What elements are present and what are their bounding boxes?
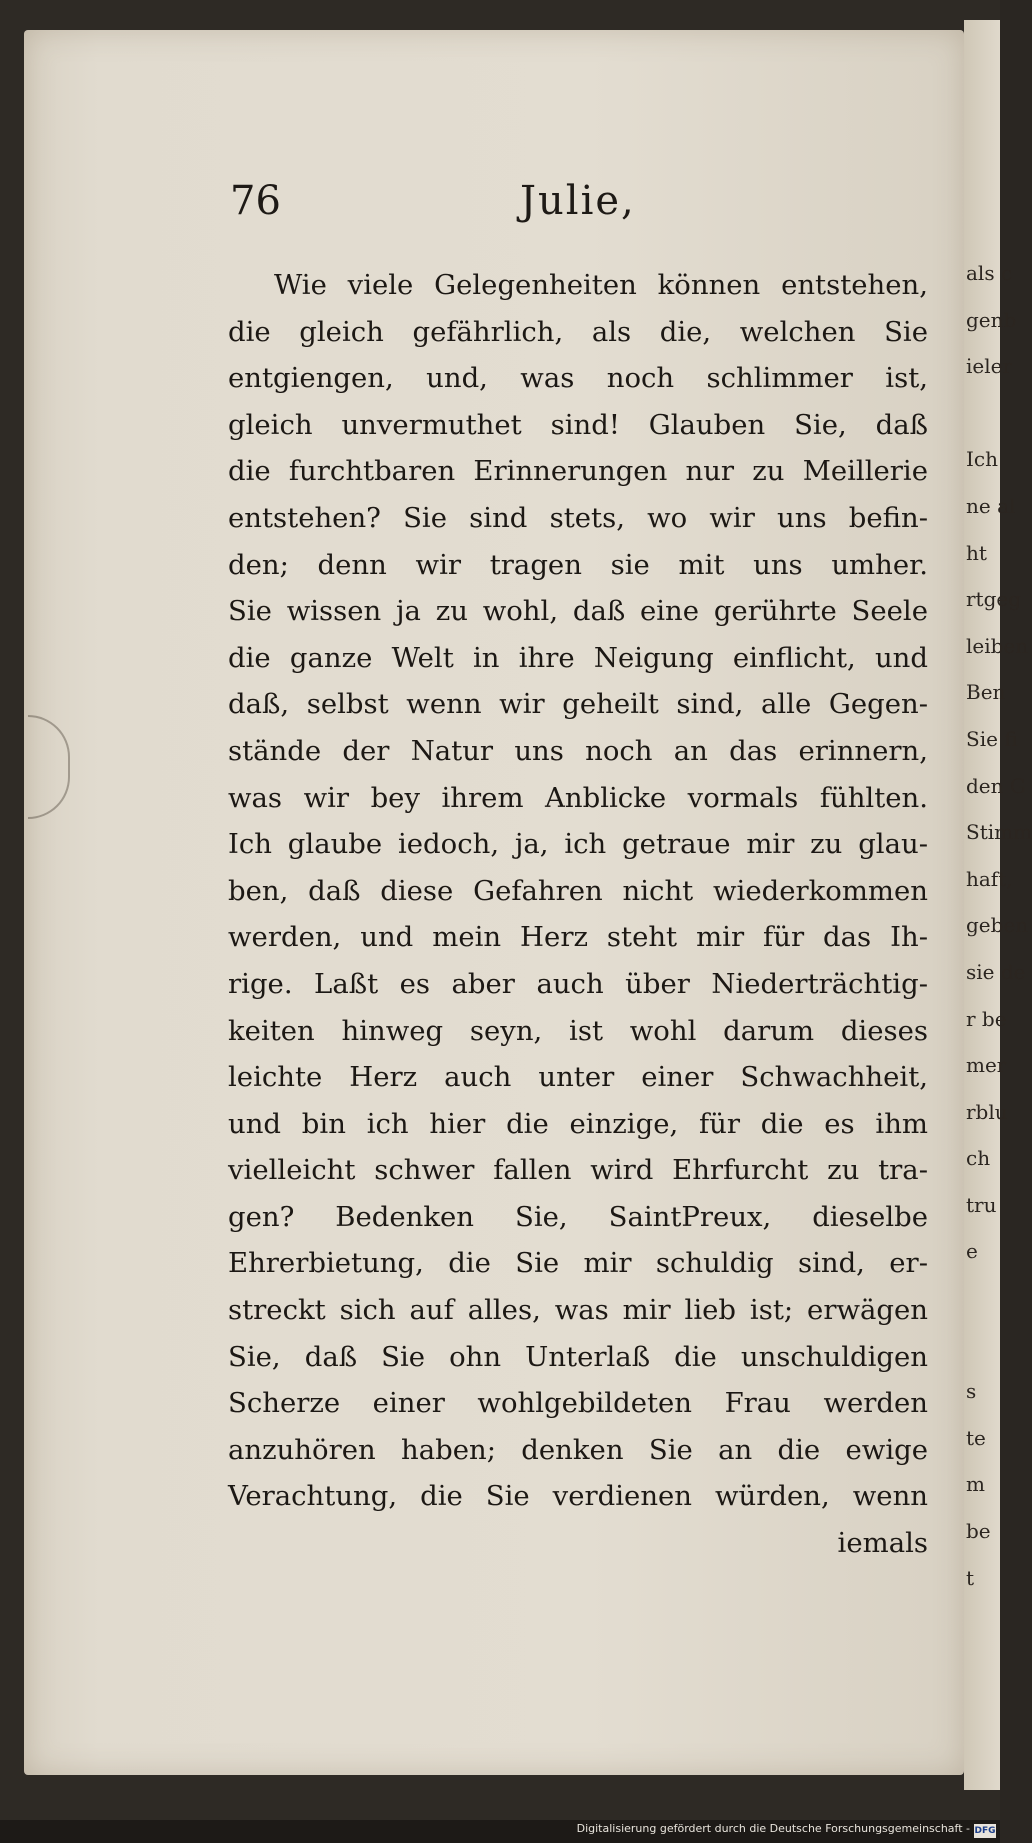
text-line: den; denn wir tragen sie mit uns umher. xyxy=(228,548,928,581)
text-line: die gleich gefährlich, als die, welchen Sie xyxy=(228,315,928,348)
next-page-fragment: tru xyxy=(966,1192,997,1217)
running-title: Julie, xyxy=(520,178,636,224)
next-page-fragment xyxy=(964,390,1000,437)
next-page-fragment: ieler xyxy=(966,354,1013,379)
text-line: Sie, daß Sie ohn Unterlaß die unschuldigen xyxy=(228,1340,928,1373)
text-line: anzuhören haben; denken Sie an die ewige xyxy=(228,1433,928,1466)
next-page-fragment: m xyxy=(966,1472,985,1497)
text-line: was wir bey ihrem Anblicke vormals fühlten. xyxy=(228,781,928,814)
text-line: stände der Natur uns noch an das erinnern, xyxy=(228,734,928,767)
text-line: Scherze einer wohlgebildeten Frau werden xyxy=(228,1387,928,1420)
next-page-edge xyxy=(964,20,1032,1790)
text-line: die ganze Welt in ihre Neigung einflicht, und xyxy=(228,641,928,674)
next-page-fragment: den G xyxy=(966,773,1026,798)
next-page-fragment: Sie fi xyxy=(966,726,1018,751)
next-page-fragment: geben xyxy=(966,913,1029,938)
next-page-fragment: e xyxy=(966,1239,978,1264)
next-page-fragment: ch xyxy=(966,1146,991,1171)
next-page-fragment: sie de xyxy=(966,959,1026,984)
footer-credit: Digitalisierung gefördert durch die Deutsche Forschungsgemeinschaft - xyxy=(576,1822,970,1835)
text-line: gen? Bedenken Sie, SaintPreux, dieselbe xyxy=(228,1200,928,1233)
next-page-fragment: Stimm xyxy=(966,820,1032,845)
next-page-fragment: Ich xyxy=(966,447,998,472)
next-page-fragment: rtgeg xyxy=(966,587,1022,612)
text-line: streckt sich auf alles, was mir lieb ist; erwägen xyxy=(228,1294,928,1327)
next-page-fragment: ht xyxy=(966,540,987,565)
text-line: Ich glaube iedoch, ja, ich getraue mir zu glau- xyxy=(228,828,928,861)
text-line: vielleicht schwer fallen wird Ehrfurcht zu tra- xyxy=(228,1154,928,1187)
next-page-fragment: t xyxy=(966,1565,975,1590)
text-line: daß, selbst wenn wir geheilt sind, alle Gegen- xyxy=(228,688,928,721)
text-line: rige. Laßt es aber auch über Niederträchtig- xyxy=(228,967,928,1000)
next-page-fragment: als c xyxy=(966,261,1013,285)
text-line: und bin ich hier die einzige, für die es ihm xyxy=(228,1107,928,1140)
next-page-fragment: mer xyxy=(966,1053,1007,1078)
next-page-fragment: haft, xyxy=(966,866,1013,891)
next-page-fragment xyxy=(964,1275,1000,1322)
next-page-fragment: te xyxy=(966,1425,986,1450)
text-line: werden, und mein Herz steht mir für das Ih- xyxy=(228,921,928,954)
catchword: iemals xyxy=(837,1527,928,1560)
text-line: entgiengen, und, was noch schlimmer ist, xyxy=(228,362,928,395)
next-page-fragment: Ben xyxy=(966,680,1006,705)
next-page-fragment: be xyxy=(966,1519,991,1544)
next-page-fragment: rblu xyxy=(966,1099,1008,1124)
dfg-logo-icon: DFG xyxy=(974,1826,996,1836)
text-line: Ehrerbietung, die Sie mir schuldig sind, er- xyxy=(228,1247,928,1280)
next-page-fragment xyxy=(964,1322,1000,1369)
text-line: gleich unvermuthet sind! Glauben Sie, daß xyxy=(228,408,928,441)
text-line: entstehen? Sie sind stets, wo wir uns befin- xyxy=(228,501,928,534)
text-line: ben, daß diese Gefahren nicht wiederkommen xyxy=(228,874,928,907)
next-page-fragment: s xyxy=(966,1379,977,1404)
next-page-fragment: r be xyxy=(966,1006,1007,1031)
next-page-fragment: leiben xyxy=(966,633,1029,658)
text-line: leichte Herz auch unter einer Schwachheit, xyxy=(228,1061,928,1094)
text-line: keiten hinweg seyn, ist wohl darum dieses xyxy=(228,1014,928,1047)
page-number: 76 xyxy=(230,178,281,224)
body-text xyxy=(228,262,928,1567)
next-page-fragment: genb xyxy=(966,307,1017,332)
next-page-fragment: ne al xyxy=(966,493,1016,518)
text-line: die furchtbaren Erinnerungen nur zu Meillerie xyxy=(228,455,928,488)
text-line: Wie viele Gelegenheiten können entstehen, xyxy=(274,269,928,301)
text-line: Verachtung, die Sie verdienen würden, wenn xyxy=(228,1480,928,1513)
text-line: Sie wissen ja zu wohl, daß eine gerührte Seele xyxy=(228,595,928,628)
page-header xyxy=(230,178,670,238)
